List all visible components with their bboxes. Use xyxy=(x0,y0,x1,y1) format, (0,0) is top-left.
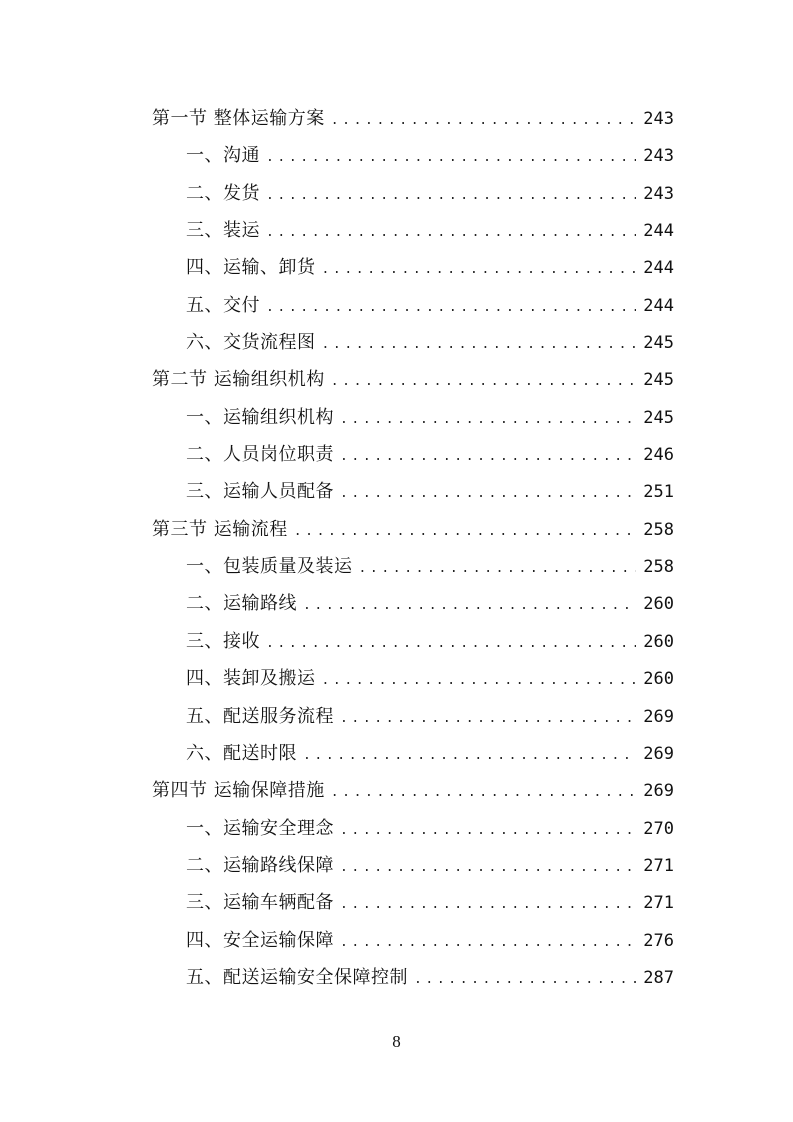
toc-entry-title: 二、发货 xyxy=(186,182,260,204)
toc-dot-leader xyxy=(266,139,636,176)
toc-entry-title: 第一节 整体运输方案 xyxy=(152,108,325,129)
toc-entry-title: 第四节 运输保障措施 xyxy=(152,780,325,802)
toc-entry-page: 243 xyxy=(643,183,674,204)
toc-entry[interactable] xyxy=(152,249,674,286)
toc-dot-leader xyxy=(322,251,637,288)
toc-entry[interactable] xyxy=(152,436,674,473)
toc-entry-page: 260 xyxy=(643,594,674,615)
toc-dot-leader xyxy=(340,924,636,961)
toc-entry-page: 258 xyxy=(643,519,674,540)
toc-entry-title: 三、运输车辆配备 xyxy=(186,892,334,914)
toc-entry[interactable] xyxy=(152,884,674,921)
toc-entry[interactable] xyxy=(152,922,674,959)
toc-entry[interactable] xyxy=(152,660,674,697)
toc-entry[interactable] xyxy=(152,399,674,436)
toc-dot-leader xyxy=(331,363,636,400)
toc-dot-leader xyxy=(266,289,636,326)
toc-entry[interactable] xyxy=(152,698,674,735)
toc-entry[interactable] xyxy=(152,623,674,660)
toc-entry-page: 276 xyxy=(643,930,674,951)
toc-entry-title: 四、安全运输保障 xyxy=(186,929,334,951)
toc-entry-page: 245 xyxy=(643,407,674,428)
toc-entry-title: 一、包装质量及装运 xyxy=(186,556,353,578)
toc-dot-leader xyxy=(331,102,636,139)
toc-entry-page: 287 xyxy=(643,967,674,988)
table-of-contents xyxy=(152,100,674,996)
toc-entry-page: 258 xyxy=(643,557,674,578)
toc-entry-title: 六、配送时限 xyxy=(186,742,297,764)
toc-entry-page: 243 xyxy=(643,109,674,129)
toc-entry-title: 三、装运 xyxy=(186,220,260,242)
toc-entry-page: 269 xyxy=(643,743,674,764)
toc-entry[interactable] xyxy=(152,212,674,249)
toc-entry-page: 246 xyxy=(643,445,674,466)
toc-dot-leader xyxy=(322,662,637,699)
toc-dot-leader xyxy=(266,625,636,662)
toc-dot-leader xyxy=(340,886,636,923)
toc-entry[interactable] xyxy=(152,361,674,398)
toc-entry[interactable] xyxy=(152,548,674,585)
toc-dot-leader xyxy=(340,849,636,886)
toc-entry-page: 245 xyxy=(643,370,674,391)
toc-entry[interactable] xyxy=(152,585,674,622)
toc-entry[interactable] xyxy=(152,810,674,847)
toc-dot-leader xyxy=(322,326,637,363)
toc-entry-title: 四、运输、卸货 xyxy=(186,257,316,279)
toc-entry[interactable] xyxy=(152,473,674,510)
toc-entry-page: 244 xyxy=(643,258,674,279)
toc-dot-leader xyxy=(340,700,636,737)
toc-entry-title: 三、接收 xyxy=(186,630,260,652)
toc-entry-title: 四、装卸及搬运 xyxy=(186,668,316,690)
toc-entry-title: 第三节 运输流程 xyxy=(152,518,288,540)
toc-dot-leader xyxy=(303,587,636,624)
toc-entry-title: 五、配送运输安全保障控制 xyxy=(186,966,408,988)
toc-entry-page: 245 xyxy=(643,333,674,354)
toc-entry[interactable] xyxy=(152,175,674,212)
toc-entry-page: 260 xyxy=(643,631,674,652)
toc-entry-title: 一、运输组织机构 xyxy=(186,406,334,428)
toc-entry[interactable] xyxy=(152,959,674,996)
toc-dot-leader xyxy=(294,513,636,550)
toc-entry-page: 244 xyxy=(643,221,674,242)
toc-dot-leader xyxy=(414,961,636,998)
toc-dot-leader xyxy=(303,737,636,774)
toc-entry-page: 251 xyxy=(643,482,674,503)
toc-entry-page: 244 xyxy=(643,295,674,316)
page-number: 8 xyxy=(392,1032,401,1051)
toc-entry-page: 260 xyxy=(643,669,674,690)
toc-entry-title: 一、运输安全理念 xyxy=(186,817,334,839)
toc-entry[interactable] xyxy=(152,735,674,772)
toc-entry[interactable] xyxy=(152,287,674,324)
toc-dot-leader xyxy=(266,214,636,251)
toc-dot-leader xyxy=(359,550,637,587)
toc-dot-leader xyxy=(331,774,636,811)
toc-entry-title: 五、配送服务流程 xyxy=(186,705,334,727)
toc-entry-title: 第二节 运输组织机构 xyxy=(152,369,325,391)
toc-entry-page: 271 xyxy=(643,855,674,876)
toc-entry-page: 269 xyxy=(643,706,674,727)
toc-entry[interactable] xyxy=(152,324,674,361)
toc-entry-title: 二、运输路线 xyxy=(186,593,297,615)
toc-entry[interactable] xyxy=(152,137,674,174)
toc-dot-leader xyxy=(266,177,636,214)
toc-entry-title: 二、运输路线保障 xyxy=(186,854,334,876)
toc-entry-page: 270 xyxy=(643,818,674,839)
toc-entry[interactable] xyxy=(152,847,674,884)
toc-entry[interactable] xyxy=(152,772,674,809)
toc-entry[interactable] xyxy=(152,100,674,137)
toc-dot-leader xyxy=(340,401,636,438)
toc-entry-page: 269 xyxy=(643,781,674,802)
toc-entry-title: 二、人员岗位职责 xyxy=(186,444,334,466)
toc-entry-title: 三、运输人员配备 xyxy=(186,481,334,503)
toc-dot-leader xyxy=(340,438,636,475)
toc-entry-title: 一、沟通 xyxy=(186,145,260,167)
toc-entry-page: 271 xyxy=(643,893,674,914)
toc-entry[interactable] xyxy=(152,511,674,548)
toc-dot-leader xyxy=(340,812,636,849)
toc-entry-page: 243 xyxy=(643,146,674,167)
toc-entry-title: 五、交付 xyxy=(186,294,260,316)
toc-dot-leader xyxy=(340,475,636,512)
toc-entry-title: 六、交货流程图 xyxy=(186,332,316,354)
